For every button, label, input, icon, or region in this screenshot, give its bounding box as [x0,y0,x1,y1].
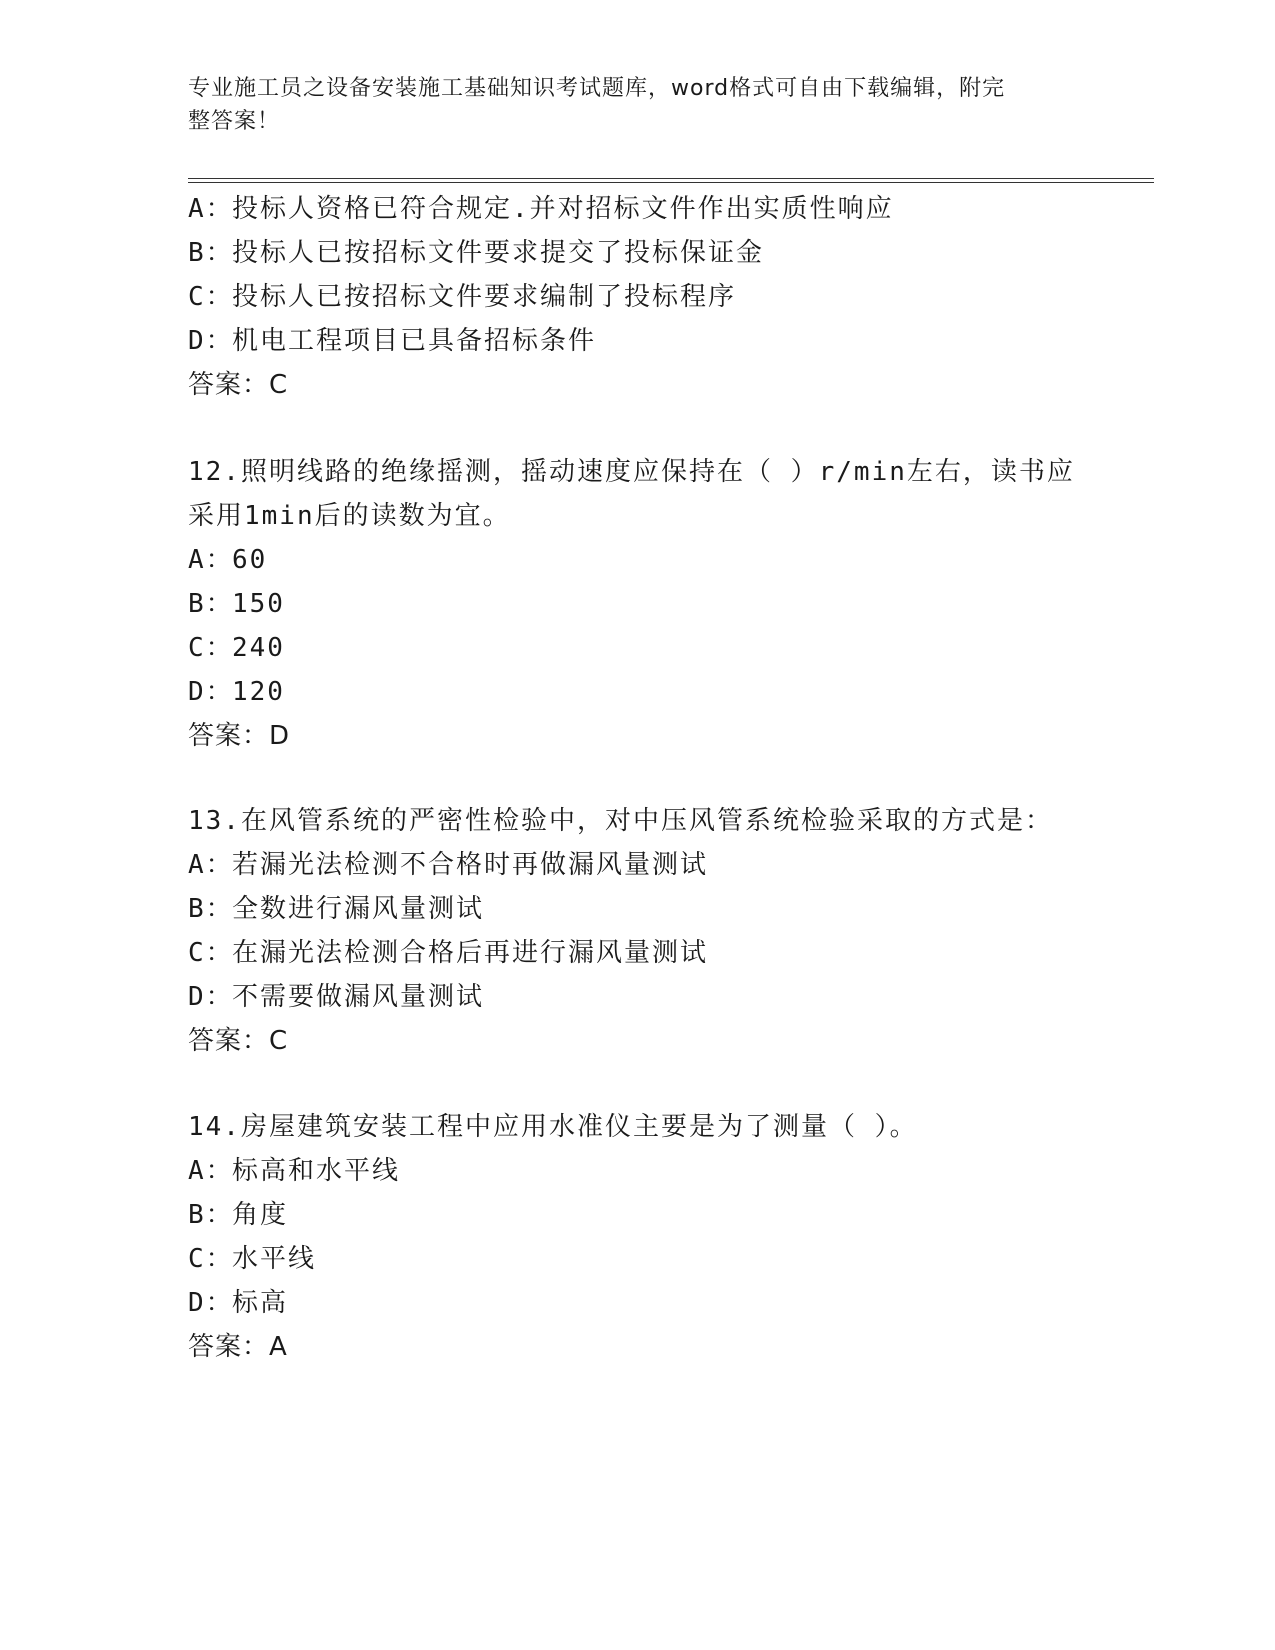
option-text: 不需要做漏风量测试 [232,982,485,1012]
option-text: 角度 [232,1200,289,1230]
q12-stem-line-2: 采用1min后的读数为宜。 [188,501,511,531]
q11-option-c [188,280,736,314]
q13-stem-line-1: 13.在风管系统的严密性检验中，对中压风管系统检验采取的方式是： [188,806,1053,836]
header-divider-bottom [188,182,1154,183]
option-text: 240 [232,633,285,663]
option-key: A： [188,194,234,224]
q11-option-a [188,192,894,226]
option-key: D： [188,982,234,1012]
option-text: 投标人已按招标文件要求编制了投标程序 [232,282,737,312]
q13-option-c [188,936,708,970]
option-key: C： [188,1244,234,1274]
q13-answer: 答案：C [188,1026,289,1056]
option-key: D： [188,677,234,707]
option-text: 若漏光法检测不合格时再做漏风量测试 [232,850,709,880]
q12-answer: 答案：D [188,721,291,751]
q13-option-a [188,848,708,882]
option-text: 60 [232,545,268,575]
q12-option-c [188,631,285,665]
q11-answer: 答案：C [188,370,289,400]
option-key: B： [188,894,234,924]
option-key: C： [188,938,234,968]
document-header [188,72,1068,138]
option-key: D： [188,326,234,356]
option-text: 150 [232,589,285,619]
q12-option-a [188,543,267,577]
option-text: 全数进行漏风量测试 [232,894,485,924]
option-key: B： [188,1200,234,1230]
option-key: C： [188,633,234,663]
q13-option-b [188,892,484,926]
option-key: B： [188,589,234,619]
q11-option-b [188,236,764,270]
option-key: B： [188,238,234,268]
option-text: 标高 [232,1288,289,1318]
header-line-2: 整答案！ [188,109,281,134]
q14-option-d [188,1286,288,1320]
q14-option-a [188,1154,400,1188]
q12-option-d [188,675,285,709]
option-key: C： [188,282,234,312]
option-text: 水平线 [232,1244,317,1274]
q12-stem-line-1: 12.照明线路的绝缘摇测，摇动速度应保持在（ ）r/min左右，读书应 [188,457,1075,487]
q14-option-b [188,1198,288,1232]
option-text: 120 [232,677,285,707]
option-key: A： [188,850,234,880]
q12-option-b [188,587,285,621]
option-text: 投标人已按招标文件要求提交了投标保证金 [232,238,765,268]
option-key: D： [188,1288,234,1318]
q14-stem-line-1: 14.房屋建筑安装工程中应用水准仪主要是为了测量（ ）。 [188,1112,918,1142]
q13-option-d [188,980,484,1014]
option-text: 机电工程项目已具备招标条件 [232,326,597,356]
header-line-1: 专业施工员之设备安装施工基础知识考试题库，word格式可自由下载编辑，附完 [188,76,1006,101]
header-divider-top [188,178,1154,179]
q14-option-c [188,1242,316,1276]
option-key: A： [188,545,234,575]
option-text: 投标人资格已符合规定.并对招标文件作出实质性响应 [232,194,894,224]
option-text: 在漏光法检测合格后再进行漏风量测试 [232,938,709,968]
q11-option-d [188,324,596,358]
option-text: 标高和水平线 [232,1156,401,1186]
q14-answer: 答案：A [188,1332,288,1362]
option-key: A： [188,1156,234,1186]
